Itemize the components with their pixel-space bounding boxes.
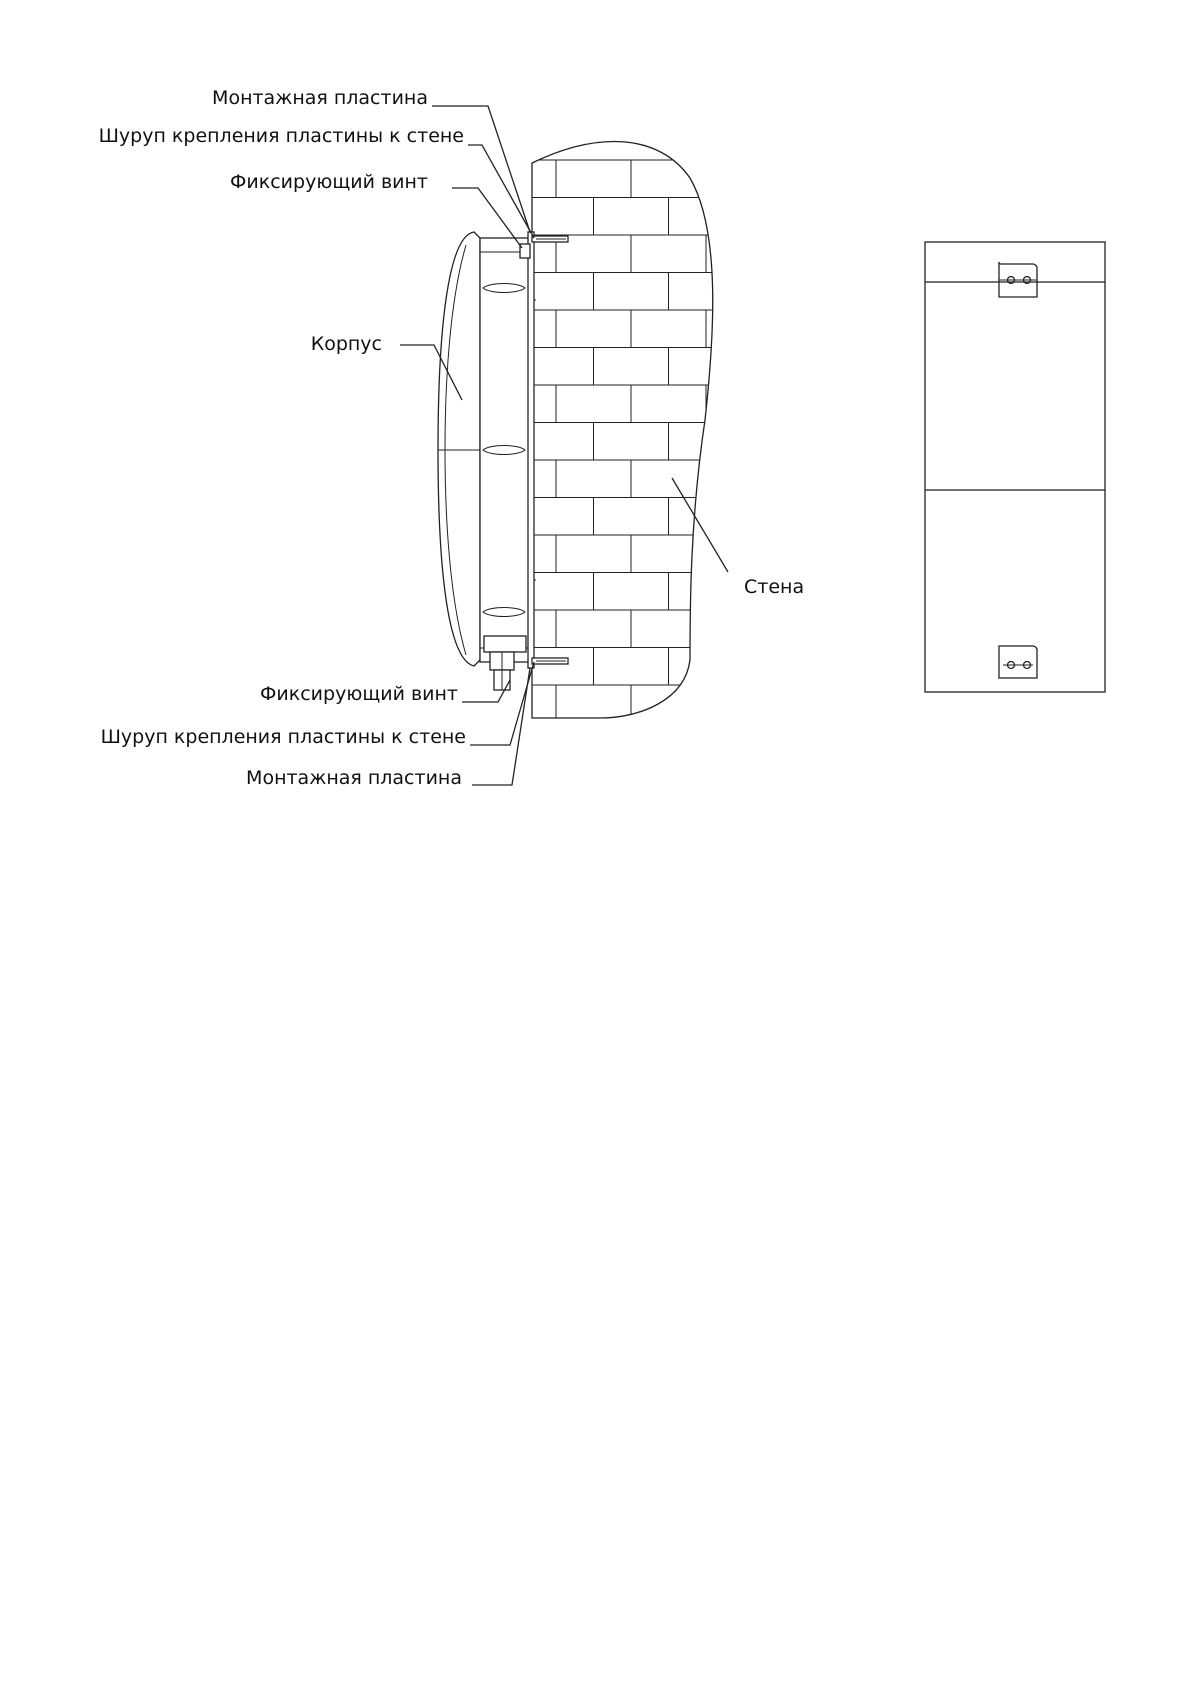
label-top-fix-screw: Фиксирующий винт [230, 171, 428, 193]
housing-band [480, 238, 532, 662]
bottom-mounting-bracket [999, 646, 1037, 678]
wall-outline [532, 142, 713, 718]
label-bottom-screw: Шуруп крепления пластины к стене [100, 726, 466, 748]
top-fixing-screw [520, 244, 530, 258]
top-mounting-bracket [999, 262, 1037, 297]
label-body: Корпус [310, 333, 382, 355]
device-front-view [925, 242, 1105, 692]
label-top-plate: Монтажная пластина [212, 87, 428, 109]
dome-cover [438, 232, 480, 666]
brick-pattern [532, 160, 720, 723]
leader-top-screw [468, 145, 534, 238]
label-wall: Стена [744, 576, 805, 598]
leader-wall [672, 478, 728, 572]
device-body-side [438, 232, 568, 690]
label-bottom-fix-screw: Фиксирующий винт [260, 683, 458, 705]
mounting-plate-side [528, 232, 534, 668]
label-bottom-plate: Монтажная пластина [246, 767, 462, 789]
bottom-fixing-screw [484, 636, 526, 690]
brick-wall [532, 142, 720, 723]
bottom-wall-screw [532, 658, 568, 664]
front-outline [925, 242, 1105, 692]
top-wall-screw [532, 236, 568, 242]
label-top-screw: Шуруп крепления пластины к стене [98, 125, 464, 147]
